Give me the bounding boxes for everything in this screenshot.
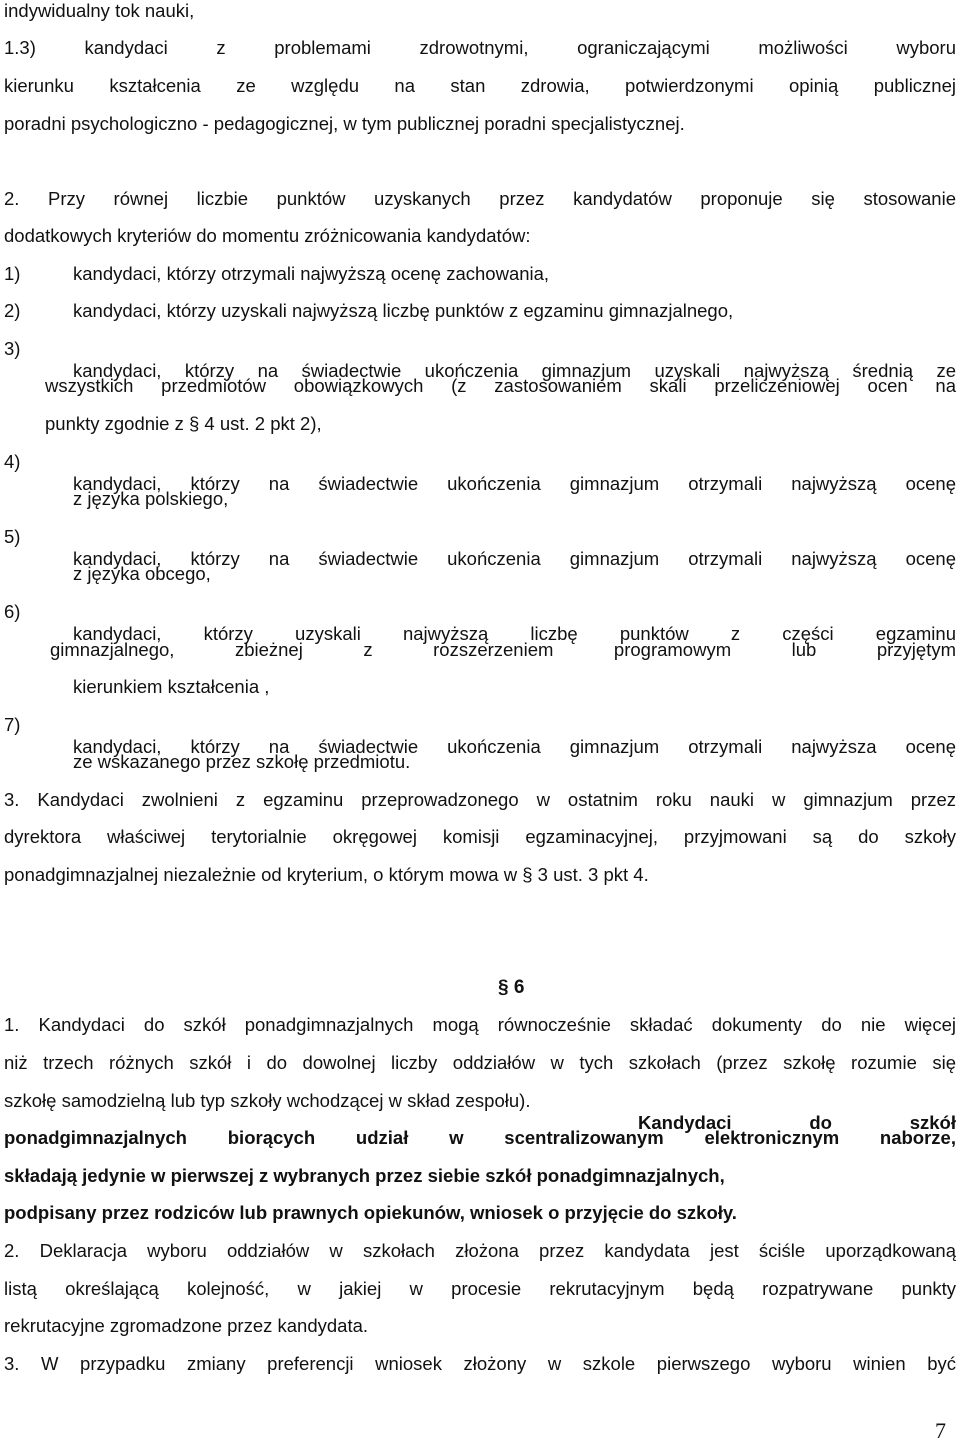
text-line: z języka polskiego, — [73, 488, 229, 509]
text-line: poradni psychologiczno - pedagogicznej, w tym publicznej poradni specjalistycznej. — [4, 113, 685, 134]
text-line — [4, 1090, 956, 1133]
list-item — [4, 526, 956, 569]
list-item — [4, 714, 956, 757]
list-number: 4) — [4, 451, 21, 472]
list-text: kandydaci, którzy na świadectwie ukończenia gimnazjum otrzymali najwyższą ocenę — [73, 548, 956, 569]
text-line: wszystkich przedmiotów obowiązkowych (z zastosowaniem skali przeliczeniowej ocen na — [45, 375, 956, 396]
text-line: 2. Przy równej liczbie punktów uzyskanych przez kandydatów proponuje się stosowanie — [4, 188, 956, 209]
list-number: 6) — [4, 601, 21, 622]
text-line: kierunkiem kształcenia , — [73, 676, 270, 697]
page-number: 7 — [935, 1418, 946, 1443]
list-text: kandydaci, którzy na świadectwie ukończenia gimnazjum uzyskali najwyższą średnią ze — [73, 360, 956, 381]
text-line: ponadgimnazjalnej niezależnie od kryterium, o którym mowa w § 3 ust. 3 pkt 4. — [4, 864, 649, 885]
list-number: 7) — [4, 714, 21, 735]
text-line: indywidualny tok nauki, — [4, 0, 195, 21]
list-text: kandydaci, którzy na świadectwie ukończenia gimnazjum otrzymali najwyższa ocenę — [73, 736, 956, 757]
list-item — [4, 263, 956, 285]
bold-text-line: składają jedynie w pierwszej z wybranych przez siebie szkół ponadgimnazjalnych, — [4, 1165, 725, 1186]
list-item — [4, 338, 956, 381]
bold-text-line: podpisany przez rodziców lub prawnych opiekunów, wniosek o przyjęcie do szkoły. — [4, 1202, 737, 1223]
list-text: kandydaci, którzy uzyskali najwyższą liczbę punktów z części egzaminu — [73, 623, 956, 644]
text-line: dodatkowych kryteriów do momentu zróżnicowania kandydatów: — [4, 225, 531, 246]
text-line: z języka obcego, — [73, 563, 211, 584]
list-number: 3) — [4, 338, 21, 359]
text-line: ze wskazanego przez szkołę przedmiotu. — [73, 751, 411, 772]
list-number: 1) — [4, 263, 21, 284]
bold-text-segment: Kandydaci do szkół — [638, 1112, 956, 1133]
text-line: punkty zgodnie z § 4 ust. 2 pkt 2), — [45, 413, 322, 434]
list-number: 5) — [4, 526, 21, 547]
list-text: kandydaci, którzy na świadectwie ukończenia gimnazjum otrzymali najwyższą ocenę — [73, 473, 956, 494]
text-segment: szkołę samodzielną lub typ szkoły wchodzącej w skład zespołu). — [4, 1090, 531, 1111]
list-item — [4, 300, 956, 322]
list-item — [4, 451, 956, 494]
text-line: niż trzech różnych szkół i do dowolnej liczby oddziałów w tych szkołach (przez szkołę rozumie się — [4, 1052, 956, 1073]
bold-text-line: ponadgimnazjalnych biorących udział w scentralizowanym elektronicznym naborze, — [4, 1127, 956, 1148]
text-line: 1. Kandydaci do szkół ponadgimnazjalnych mogą równocześnie składać dokumenty do nie więcej — [4, 1014, 956, 1035]
list-number: 2) — [4, 300, 21, 321]
list-text: kandydaci, którzy uzyskali najwyższą liczbę punktów z egzaminu gimnazjalnego, — [73, 300, 734, 321]
text-line: 1.3) kandydaci z problemami zdrowotnymi, ograniczającymi możliwości wyboru — [4, 37, 956, 58]
text-line: rekrutacyjne zgromadzone przez kandydata. — [4, 1315, 369, 1336]
list-item — [4, 601, 956, 644]
section-heading: § 6 — [498, 977, 525, 998]
text-line: 2. Deklaracja wyboru oddziałów w szkołach złożona przez kandydata jest ściśle uporządkowaną — [4, 1240, 956, 1261]
text-line: 3. Kandydaci zwolnieni z egzaminu przeprowadzonego w ostatnim roku nauki w gimnazjum przez — [4, 789, 956, 810]
text-line: listą określającą kolejność, w jakiej w procesie rekrutacyjnym będą rozpatrywane punkty — [4, 1278, 956, 1299]
text-line: gimnazjalnego, zbieżnej z rozszerzeniem programowym lub przyjętym — [50, 639, 956, 660]
list-text: kandydaci, którzy otrzymali najwyższą ocenę zachowania, — [73, 263, 550, 284]
text-line: kierunku kształcenia ze względu na stan zdrowia, potwierdzonymi opinią publicznej — [4, 75, 956, 96]
text-line: dyrektora właściwej terytorialnie okręgowej komisji egzaminacyjnej, przyjmowani są do szkoły — [4, 826, 956, 847]
text-line: 3. W przypadku zmiany preferencji wniosek złożony w szkole pierwszego wyboru winien być — [4, 1353, 956, 1374]
